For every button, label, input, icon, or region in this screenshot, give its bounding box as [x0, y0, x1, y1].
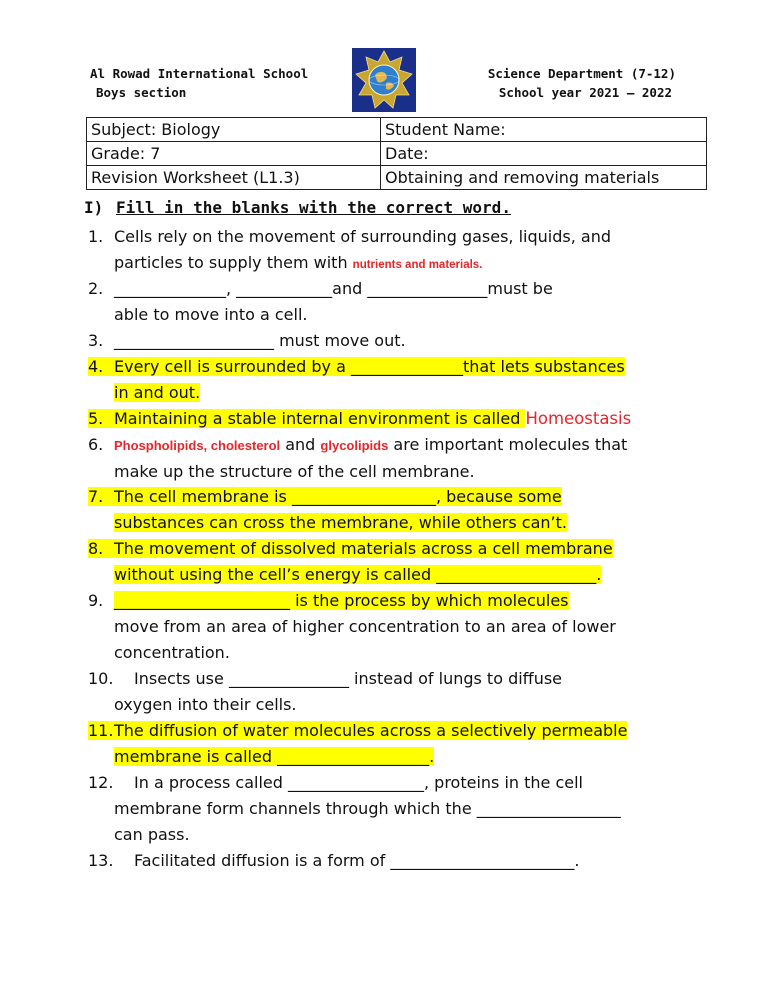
question-text: The movement of dissolved materials across a cell membrane: [114, 539, 613, 558]
answer-text: glycolipids: [320, 438, 389, 453]
question-6: [88, 432, 688, 485]
question-number: 11.: [88, 721, 114, 740]
question-8: [88, 536, 688, 588]
question-text: Insects use _______________ instead of lungs to diffuse: [134, 669, 563, 688]
question-12: [88, 770, 688, 848]
question-text: without using the cell’s energy is called ____________________.: [114, 565, 602, 584]
question-text: are important molecules that: [388, 435, 628, 454]
question-text: substances can cross the membrane, while others can’t.: [114, 513, 567, 532]
school-crest-globe-icon: [352, 48, 416, 112]
department-header: [488, 64, 676, 102]
question-text: Every cell is surrounded by a ______________that lets substances: [114, 357, 625, 376]
question-text: The diffusion of water molecules across a selectively permeable: [114, 721, 628, 740]
question-text: make up the structure of the cell membrane.: [114, 462, 475, 481]
section-heading: [84, 198, 511, 217]
question-number: 12.: [88, 773, 114, 792]
answer-text: Phospholipids, cholesterol: [114, 438, 281, 453]
question-text: The cell membrane is __________________, because some: [114, 487, 562, 506]
question-number: 1.: [88, 227, 104, 246]
question-7: [88, 484, 688, 536]
question-number: 13.: [88, 851, 114, 870]
date-cell: Date:: [381, 142, 707, 166]
worksheet-cell: Revision Worksheet (L1.3): [87, 166, 381, 190]
question-text: move from an area of higher concentration to an area of lower: [114, 617, 616, 636]
info-row: [87, 142, 707, 166]
school-header: [90, 64, 308, 102]
question-text: oxygen into their cells.: [114, 695, 297, 714]
answer-text: Homeostasis: [525, 409, 632, 428]
grade-cell: Grade: 7: [87, 142, 381, 166]
question-text: ______________________ is the process by which molecules: [114, 591, 569, 610]
question-13: [88, 848, 688, 874]
question-number: 10.: [88, 669, 114, 688]
question-2: [88, 276, 688, 328]
question-number: 5.: [88, 409, 104, 428]
school-year: School year 2021 – 2022: [498, 85, 672, 100]
question-text: can pass.: [114, 825, 190, 844]
question-1: [88, 224, 688, 278]
question-11: [88, 718, 688, 770]
question-number: 4.: [88, 357, 104, 376]
question-9: [88, 588, 688, 666]
question-5: [88, 406, 688, 432]
section-title: Fill in the blanks with the correct word.: [116, 198, 511, 217]
info-row: [87, 118, 707, 142]
question-text: in and out.: [114, 383, 201, 402]
question-text: Facilitated diffusion is a form of _______________________.: [134, 851, 580, 870]
section-number: I): [84, 198, 104, 217]
info-row: [87, 166, 707, 190]
question-text: ____________________ must move out.: [114, 331, 406, 350]
question-number: 7.: [88, 487, 104, 506]
question-number: 6.: [88, 435, 104, 454]
topic-cell: Obtaining and removing materials: [381, 166, 707, 190]
question-10: [88, 666, 688, 718]
school-name: Al Rowad International School: [90, 66, 309, 81]
question-text: particles to supply them with: [114, 253, 353, 272]
question-3: [88, 328, 688, 354]
question-number: 3.: [88, 331, 104, 350]
question-text: and: [280, 435, 321, 454]
question-text: ______________, ____________and _______________must be: [114, 279, 553, 298]
department-name: Science Department (7-12): [487, 66, 676, 81]
school-section: Boys section: [96, 85, 187, 100]
info-table: [86, 117, 707, 190]
subject-cell: Subject: Biology: [87, 118, 381, 142]
question-text: Cells rely on the movement of surrounding gases, liquids, and: [114, 227, 611, 246]
question-text: concentration.: [114, 643, 230, 662]
question-text: membrane form channels through which the __________________: [114, 799, 621, 818]
student-name-cell: Student Name:: [381, 118, 707, 142]
question-text: In a process called _________________, proteins in the cell: [134, 773, 583, 792]
question-text: membrane is called ___________________.: [114, 747, 435, 766]
answer-text: nutrients and materials.: [352, 259, 483, 271]
question-text: able to move into a cell.: [114, 305, 308, 324]
question-number: 9.: [88, 591, 104, 610]
question-4: [88, 354, 688, 406]
question-number: 2.: [88, 279, 104, 298]
question-text: Maintaining a stable internal environment is called: [114, 409, 526, 428]
question-number: 8.: [88, 539, 104, 558]
